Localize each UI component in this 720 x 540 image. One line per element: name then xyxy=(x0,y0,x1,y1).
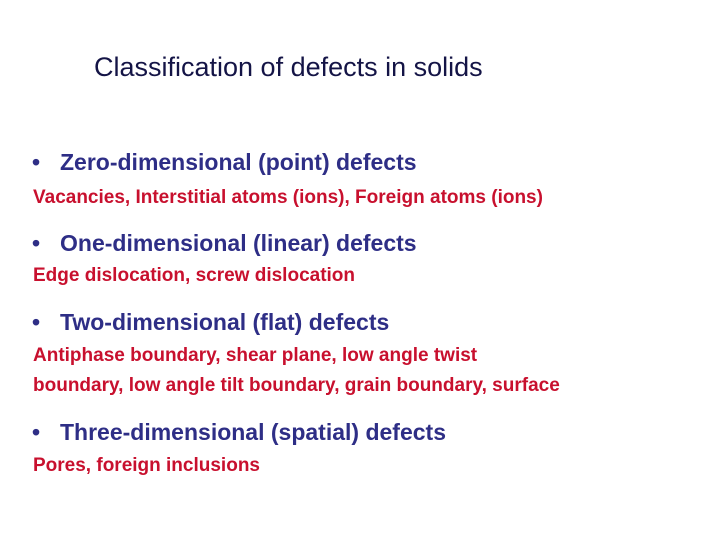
slide-title: Classification of defects in solids xyxy=(94,52,483,82)
detail-one-dimensional-line-1: Edge dislocation, screw dislocation xyxy=(33,265,356,286)
bullet-heading-two-dimensional xyxy=(32,308,389,336)
bullet-heading-one-dimensional xyxy=(32,229,417,257)
heading-text: Two-dimensional (flat) defects xyxy=(60,309,390,335)
bullet-icon: • xyxy=(32,149,41,175)
heading-text: Three-dimensional (spatial) defects xyxy=(60,419,446,445)
bullet-heading-zero-dimensional xyxy=(32,148,417,176)
bullet-heading-three-dimensional xyxy=(32,418,446,446)
bullet-icon: • xyxy=(32,230,41,256)
detail-two-dimensional-line-2: boundary, low angle tilt boundary, grain boundary, surface xyxy=(33,375,560,396)
detail-zero-dimensional-line-1: Vacancies, Interstitial atoms (ions), Foreign atoms (ions) xyxy=(33,187,543,208)
bullet-icon: • xyxy=(32,419,41,445)
heading-text: Zero-dimensional (point) defects xyxy=(60,149,417,175)
heading-text: One-dimensional (linear) defects xyxy=(60,230,417,256)
detail-two-dimensional-line-1: Antiphase boundary, shear plane, low angle twist xyxy=(33,345,478,366)
bullet-icon: • xyxy=(32,309,41,335)
detail-three-dimensional-line-1: Pores, foreign inclusions xyxy=(33,455,260,476)
